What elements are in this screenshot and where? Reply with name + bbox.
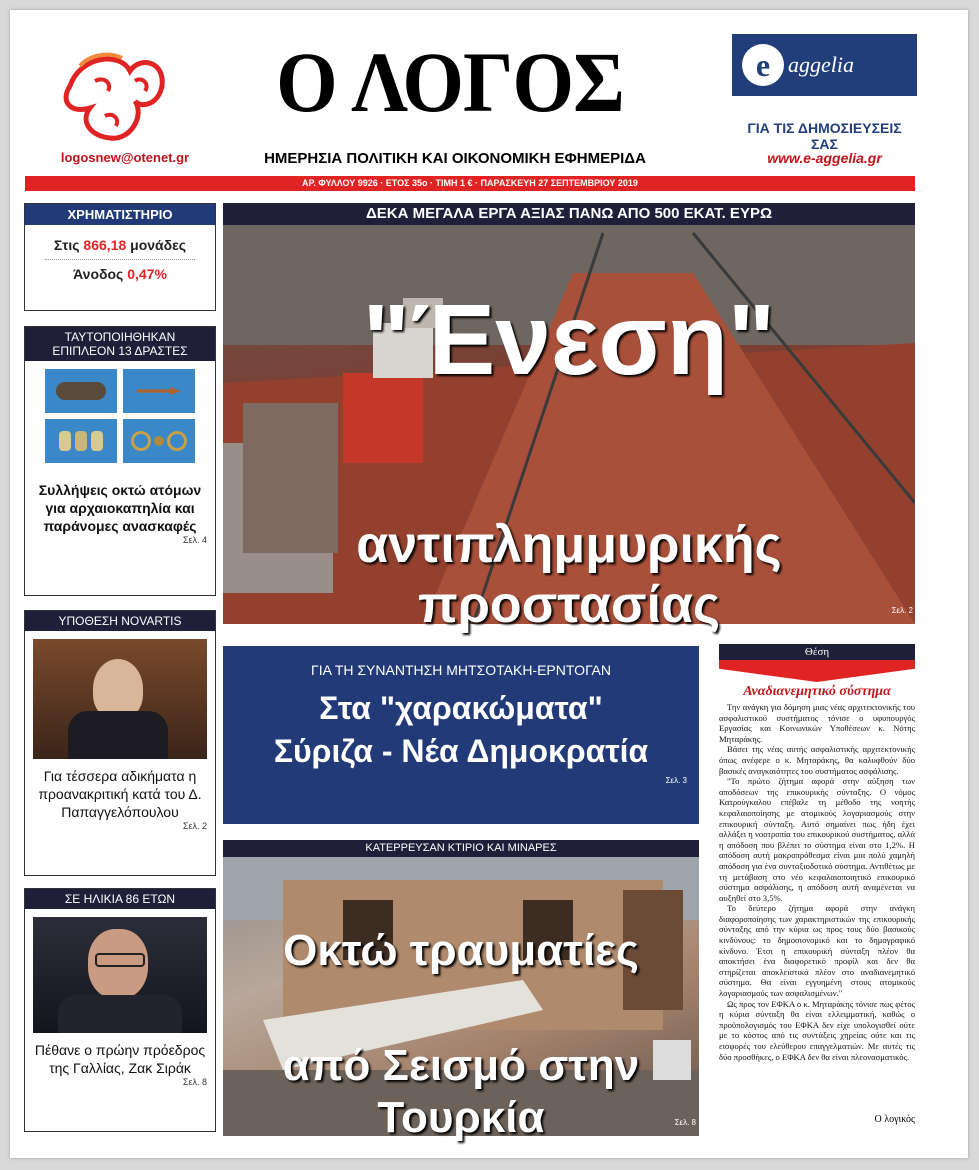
- opinion-red-ribbon: [719, 660, 915, 682]
- earthquake-headline-line1[interactable]: Οκτώ τραυματίες: [283, 926, 639, 975]
- arrests-heading-line1: ΤΑΥΤΟΠΟΙΗΘΗΚΑΝ: [64, 330, 176, 344]
- chirac-story-text: Πέθανε ο πρώην πρόεδρος της Γαλλίας, Ζακ Σιράκ: [34, 1042, 206, 1076]
- logo-faces-icon: [50, 46, 182, 152]
- arrests-heading: [25, 327, 215, 361]
- opinion-paragraph: Βάσει της νέας αυτής ασφαλιστικής αρχιτεκτονικής όπως ανέφερε ο κ. Μηταράκης, θα καλυφθούν δύο βασικές αναγκαιότητες του συστήματος ασφάλισης.: [719, 744, 915, 776]
- politics-page-ref: Σελ. 3: [665, 776, 687, 785]
- eaggelia-logo[interactable]: [732, 34, 917, 96]
- stock-heading: ΧΡΗΜΑΤΙΣΤΗΡΙΟ: [25, 204, 215, 225]
- masthead-title: Ο ΛΟΓΟΣ: [276, 34, 624, 130]
- earthquake-page-ref: Σελ. 8: [674, 1118, 696, 1127]
- opinion-signature: Ο λογικός: [874, 1114, 915, 1125]
- opinion-paragraph: Ως προς τον ΕΦΚΑ ο κ. Μηταράκης τόνισε πως φέτος η κύρια σύνταξη θα είναι ελλειμματική, καθώς ο προϋπολογισμός του ΕΦΚΑ δεν είχε υπολογισθεί ούτε με το κόστος από τις συντάξεις χηρείας ούτε και τις εισφορές του ελεύθερου επαγγελματιών. Με αυτές τις δύο προσθήκες, ο ΕΦΚΑ δεν θα είναι πλεονασματικός.: [719, 998, 915, 1062]
- artifact-arrowhead-image: [123, 369, 195, 413]
- politics-headline-line1: Στα "χαρακώματα": [319, 690, 603, 726]
- stock-change-line: [25, 266, 215, 282]
- flood-page-ref: Σελ. 2: [891, 606, 913, 615]
- stock-change-pre: Άνοδος: [73, 266, 124, 282]
- newspaper-page: [10, 10, 968, 1158]
- politics-story-kicker: ΓΙΑ ΤΗ ΣΥΝΑΝΤΗΣΗ ΜΗΤΣΟΤΑΚΗ-ΕΡΝΤΟΓΑΝ: [311, 662, 611, 678]
- arrests-heading-line2: ΕΠΙΠΛΕΟΝ 13 ΔΡΑΣΤΕΣ: [52, 344, 188, 358]
- opinion-paragraph: Την ανάγκη για δόμηση μιας νέας αρχιτεκτονικής του ασφαλιστικού συστήματος τόνισε ο υφυπουργός Εργασίας και Κοινωνικών Υποθέσεων κ. Νότης Μηταράκης.: [719, 702, 915, 744]
- stock-points-value: 866,18: [83, 237, 127, 253]
- novartis-story-text: Για τέσσερα αδικήματα η προανακριτική κατά του Δ. Παπαγγελόπουλου: [38, 768, 202, 820]
- opinion-heading: Θέση: [719, 644, 915, 660]
- stock-points-pre: Στις: [53, 237, 80, 253]
- flood-story-subheadline[interactable]: αντιπλημμυρικής προστασίας: [356, 516, 782, 634]
- opinion-title[interactable]: Αναδιανεμητικό σύστημα: [743, 684, 891, 699]
- arrests-page-ref: Σελ. 4: [182, 535, 207, 545]
- novartis-box[interactable]: [24, 610, 216, 876]
- artifact-jewelry-image: [123, 419, 195, 463]
- arrests-box[interactable]: [24, 326, 216, 596]
- eaggelia-url[interactable]: www.e-aggelia.gr: [767, 150, 882, 166]
- stock-points-post: μονάδες: [130, 237, 187, 253]
- opinion-paragraph: Το δεύτερο ζήτημα αφορά στην ανάγκη διαφοροποίησης των χαρακτηριστικών της επικουρικής σύνταξης από την κύρια ως προς τους δύο βασικούς κινδύνους: το δημοσιονομικό και το δημογραφικό κίνδυνο. Έτσι η επικουρική σύνταξη πλέον θα αποκτήσει ένα διαφορετικό προφίλ και δεν θα στηρίζεται αποκλειστικά πλέον στο αναδιανεμητικό σύστημα. Θα είναι εγγυημένη στους ατομικούς λογαριασμούς των ασφαλισμένων.": [719, 903, 915, 999]
- glasses-icon: [95, 953, 145, 967]
- chirac-page-ref: Σελ. 8: [182, 1077, 207, 1087]
- novartis-photo: [33, 639, 207, 759]
- artifacts-photo-grid: [25, 361, 215, 471]
- chirac-photo: [33, 917, 207, 1033]
- arrests-story-text: Συλλήψεις οκτώ ατόμων για αρχαιοκαπηλία και παράνομες ανασκαφές: [38, 482, 202, 534]
- stock-change-value: 0,47%: [127, 266, 167, 282]
- eaggelia-tagline: ΓΙΑ ΤΙΣ ΔΗΜΟΣΙΕΥΣΕΙΣ ΣΑΣ: [747, 120, 902, 152]
- person-suit-shape: [58, 995, 182, 1033]
- person-head-shape: [93, 659, 143, 719]
- novartis-heading: ΥΠΟΘΕΣΗ NOVARTIS: [25, 611, 215, 631]
- opinion-paragraph: "Το πρώτο ζήτημα αφορά στην αύξηση των αποδόσεων της επικουρικής σύνταξης. Ο νόμος Κατρούγκαλου επέβαλε τη μέθοδο της νοητής κεφαλαιοποίησης με ατομικούς λογαριασμούς στην επικουρική σύνταξη. Αυτό σημαίνει πως ήδη έχει αλλάξει η νοοτροπία του επικουρικού συστήματος, αλλά η απόδοση που βλέπει το σύστημα είναι στο 1,2%. Η απόδοση αυτή μακροπρόθεσμα είναι μια πολύ χαμηλή απόδοση για ένα συνταξιοδοτικό σύστημα. Αντιθέτως με τη μετάβαση στο νέο κεφαλαιοποιητικό επικουρικό σύστημα ασφάλισης, η απόδοση αυτή αναμένεται να αυξηθεί στο 3,5%.: [719, 776, 915, 903]
- eaggelia-e-icon: e: [742, 44, 784, 86]
- novartis-page-ref: Σελ. 2: [182, 821, 207, 831]
- eaggelia-logo-text: aggelia: [788, 52, 854, 77]
- politics-headline-line2: Σύριζα - Νέα Δημοκρατία: [273, 733, 649, 769]
- contact-email[interactable]: logosnew@otenet.gr: [60, 150, 190, 165]
- earthquake-kicker: ΚΑΤΕΡΡΕΥΣΑΝ ΚΤΙΡΙΟ ΚΑΙ ΜΙΝΑΡΕΣ: [223, 840, 699, 857]
- earthquake-headline-line2[interactable]: από Σεισμό στην Τουρκία: [282, 1041, 640, 1142]
- stock-divider: [45, 259, 195, 260]
- stock-box[interactable]: [24, 203, 216, 311]
- issue-info-bar: ΑΡ. ΦΥΛΛΟΥ 9926 · ΕΤΟΣ 35ο · ΤΙΜΗ 1 € · ΠΑΡΑΣΚΕΥΗ 27 ΣΕΠΤΕΜΒΡΙΟΥ 2019: [25, 176, 915, 191]
- politics-story-box[interactable]: [223, 646, 699, 824]
- flood-story-headline[interactable]: "Ένεση": [362, 284, 776, 396]
- flood-story-kicker: ΔΕΚΑ ΜΕΓΑΛΑ ΕΡΓΑ ΑΞΙΑΣ ΠΑΝΩ ΑΠΟ 500 ΕΚΑΤ. ΕΥΡΩ: [223, 203, 915, 225]
- masthead-subtitle: ΗΜΕΡΗΣΙΑ ΠΟΛΙΤΙΚΗ ΚΑΙ ΟΙΚΟΝΟΜΙΚΗ ΕΦΗΜΕΡΙΔΑ: [264, 150, 646, 167]
- artifact-figurines-image: [45, 419, 117, 463]
- stock-points-line: [25, 237, 215, 253]
- artifact-bracelet-image: [45, 369, 117, 413]
- person-suit-shape: [68, 711, 168, 759]
- opinion-body: [719, 702, 915, 1062]
- chirac-box[interactable]: [24, 888, 216, 1132]
- chirac-heading: ΣΕ ΗΛΙΚΙΑ 86 ΕΤΩΝ: [25, 889, 215, 909]
